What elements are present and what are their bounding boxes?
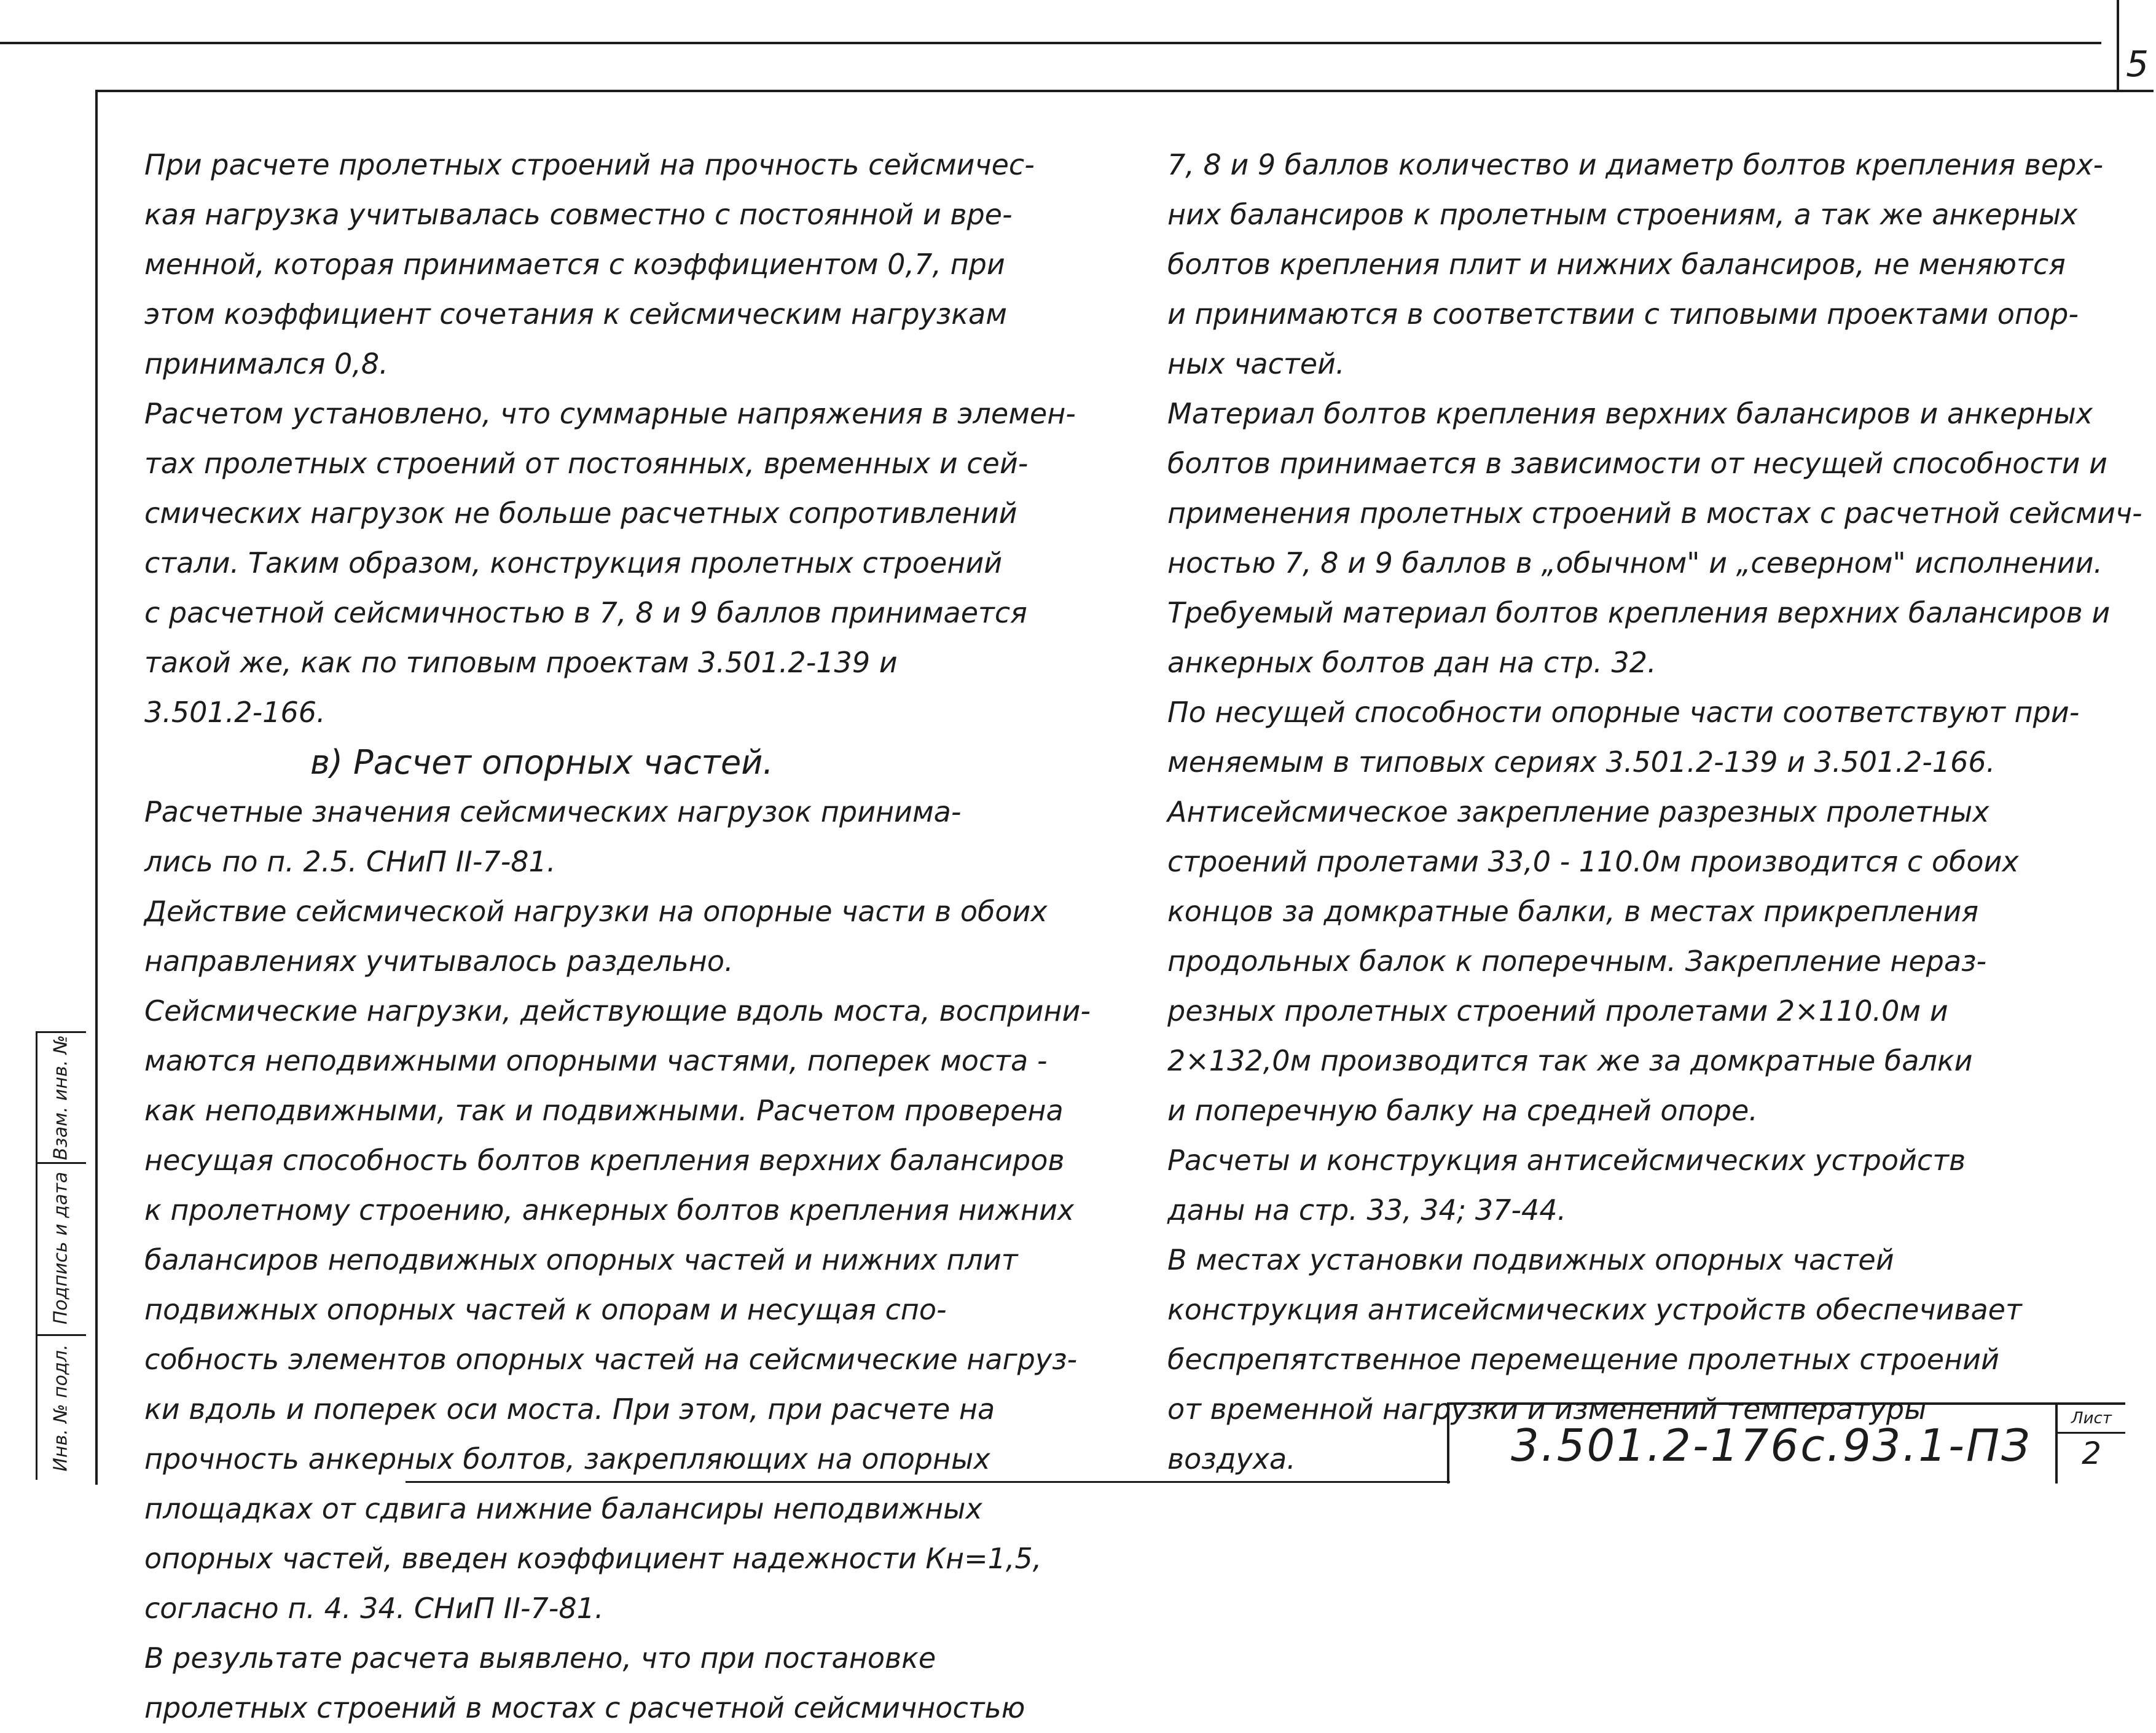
text-line: В результате расчета выявлено, что при постановке xyxy=(144,1641,936,1675)
text-line: и поперечную балку на средней опоре. xyxy=(1167,1094,1758,1127)
text-line: применения пролетных строений в мостах с расчетной сейсмич- xyxy=(1167,497,2142,530)
sheet-label: Лист xyxy=(2058,1405,2125,1434)
text-line: меняемым в типовых сериях 3.501.2-139 и 3.501.2-166. xyxy=(1167,745,1996,779)
text-line: При расчете пролетных строений на прочность сейсмичес- xyxy=(144,148,1035,181)
text-line: такой же, как по типовым проектам 3.501.2-139 и xyxy=(144,646,898,679)
text-line: ностью 7, 8 и 9 баллов в „обычном" и „северном" исполнении. xyxy=(1167,546,2103,580)
text-line: этом коэффициент сочетания к сейсмическим нагрузкам xyxy=(144,297,1007,331)
text-line: Антисейсмическое закрепление разрезных пролетных xyxy=(1167,795,1989,828)
side-cell-orig-inv xyxy=(36,1336,86,1480)
text-line: ки вдоль и поперек оси моста. При этом, при расчете на xyxy=(144,1393,995,1426)
text-line: продольных балок к поперечным. Закрепление нераз- xyxy=(1167,945,1987,978)
text-line: стали. Таким образом, конструкция пролетных строений xyxy=(144,546,1003,580)
text-line: менной, которая принимается с коэффициентом 0,7, при xyxy=(144,248,1005,281)
text-line: 3.501.2-166. xyxy=(144,696,326,729)
text-line: опорных частей, введен коэффициент надежности Кн=1,5, xyxy=(144,1542,1042,1575)
text-line: кая нагрузка учитывалась совместно с постоянной и вре- xyxy=(144,198,1013,231)
text-line: Материал болтов крепления верхних балансиров и анкерных xyxy=(1167,397,2093,430)
text-line: балансиров неподвижных опорных частей и нижних плит xyxy=(144,1243,1018,1276)
side-stamp xyxy=(36,1031,86,1480)
frame-top-border xyxy=(95,90,2154,92)
side-label-orig-inv: Инв. № подл. xyxy=(50,1344,72,1472)
text-line: направлениях учитывалось раздельно. xyxy=(144,945,734,978)
sheet-number: 2 xyxy=(2082,1436,2101,1471)
text-line: резных пролетных строений пролетами 2×110.0м и xyxy=(1167,994,1948,1028)
text-line: от временной нагрузки и изменений температуры xyxy=(1167,1393,1927,1426)
frame-right-border xyxy=(2117,0,2119,90)
text-line: конструкция антисейсмических устройств обеспечивает xyxy=(1167,1293,2022,1326)
text-line: них балансиров к пролетным строениям, а так же анкерных xyxy=(1167,198,2078,231)
text-line: болтов крепления плит и нижних балансиров, не меняются xyxy=(1167,248,2066,281)
section-heading: в) Расчет опорных частей. xyxy=(310,743,774,782)
title-block xyxy=(1447,1402,2125,1483)
side-label-inv-no: Взам. инв. № xyxy=(50,1035,72,1160)
side-cell-inv-no xyxy=(36,1031,86,1164)
text-line: площадках от сдвига нижние балансиры неподвижных xyxy=(144,1492,982,1525)
text-line: даны на стр. 33, 34; 37-44. xyxy=(1167,1193,1567,1227)
side-label-signature: Подпись и дата xyxy=(50,1171,72,1325)
text-line: Расчеты и конструкция антисейсмических устройств xyxy=(1167,1144,1966,1177)
text-line: Сейсмические нагрузки, действующие вдоль моста, восприни- xyxy=(144,994,1091,1028)
document-code: 3.501.2-176с.93.1-ПЗ xyxy=(1511,1420,2032,1471)
text-line: В местах установки подвижных опорных частей xyxy=(1167,1243,1894,1276)
sheet-cell xyxy=(2055,1405,2125,1483)
text-line: Расчетные значения сейсмических нагрузок принима- xyxy=(144,795,962,828)
text-line: подвижных опорных частей к опорам и несущая спо- xyxy=(144,1293,947,1326)
left-text-column xyxy=(144,140,1091,1733)
text-line: 2×132,0м производится так же за домкратные балки xyxy=(1167,1044,1973,1077)
text-line: 7, 8 и 9 баллов количество и диаметр болтов крепления верх- xyxy=(1167,148,2104,181)
text-line: тах пролетных строений от постоянных, временных и сей- xyxy=(144,447,1029,480)
text-line: прочность анкерных болтов, закрепляющих на опорных xyxy=(144,1442,990,1476)
page-number: 5 xyxy=(2126,43,2149,85)
text-line: болтов принимается в зависимости от несущей способности и xyxy=(1167,447,2107,480)
text-line: анкерных болтов дан на стр. 32. xyxy=(1167,646,1656,679)
text-line: собность элементов опорных частей на сейсмические нагруз- xyxy=(144,1343,1078,1376)
text-line: концов за домкратные балки, в местах прикрепления xyxy=(1167,895,1979,928)
text-line: принимался 0,8. xyxy=(144,347,388,380)
text-line: несущая способность болтов крепления верхних балансиров xyxy=(144,1144,1065,1177)
text-line: строений пролетами 33,0 - 110.0м производится с обоих xyxy=(1167,845,2019,878)
text-line: к пролетному строению, анкерных болтов крепления нижних xyxy=(144,1193,1075,1227)
text-line: По несущей способности опорные части соответствуют при- xyxy=(1167,696,2080,729)
text-line: с расчетной сейсмичностью в 7, 8 и 9 баллов принимается xyxy=(144,596,1027,629)
right-text-column xyxy=(1167,140,2142,1484)
frame-left-border xyxy=(95,90,98,1485)
text-line: Требуемый материал болтов крепления верхних балансиров и xyxy=(1167,596,2111,629)
text-line: воздуха. xyxy=(1167,1442,1296,1476)
text-line: ных частей. xyxy=(1167,347,1345,380)
text-line: Действие сейсмической нагрузки на опорные части в обоих xyxy=(144,895,1048,928)
text-line: маются неподвижными опорными частями, поперек моста - xyxy=(144,1044,1048,1077)
text-line: согласно п. 4. 34. СНиП II-7-81. xyxy=(144,1592,604,1625)
top-rule xyxy=(0,42,2101,44)
text-line: беспрепятственное перемещение пролетных строений xyxy=(1167,1343,1999,1376)
text-line: лись по п. 2.5. СНиП II-7-81. xyxy=(144,845,556,878)
text-line: как неподвижными, так и подвижными. Расчетом проверена xyxy=(144,1094,1064,1127)
text-line: пролетных строений в мостах с расчетной сейсмичностью xyxy=(144,1691,1025,1724)
text-line: Расчетом установлено, что суммарные напряжения в элемен- xyxy=(144,397,1076,430)
text-line: смических нагрузок не больше расчетных сопротивлений xyxy=(144,497,1017,530)
side-cell-signature xyxy=(36,1162,86,1336)
text-line: и принимаются в соответствии с типовыми проектами опор- xyxy=(1167,297,2079,331)
